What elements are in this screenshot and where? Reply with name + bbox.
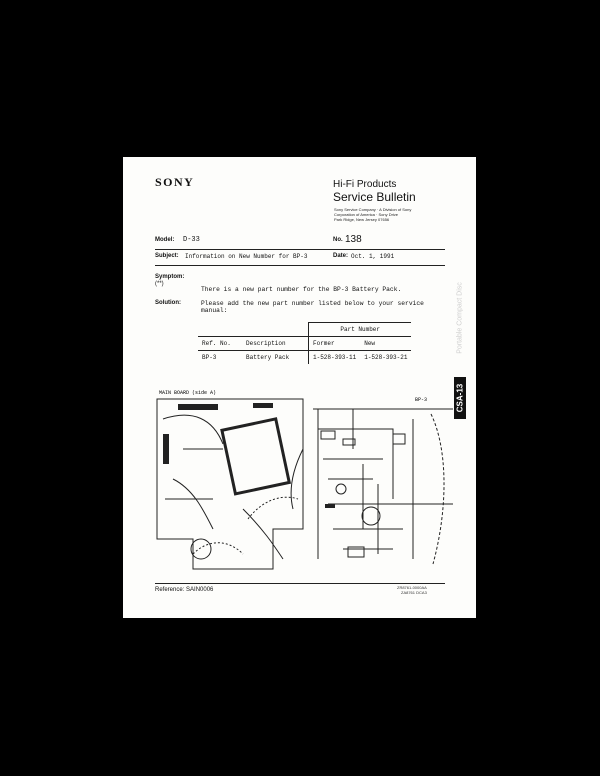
section-tab [454, 377, 466, 419]
model-label: Model: [155, 237, 175, 243]
table-cell: Battery Pack [242, 351, 309, 365]
date-label: Date: [333, 253, 349, 259]
bp3-label: BP-3 [415, 397, 428, 403]
header-divider [155, 249, 445, 250]
reference-caption: Reference: SAIN0006 [155, 587, 214, 593]
table-cell: 1-528-393-21 [360, 351, 411, 365]
model-value: D-33 [183, 236, 200, 244]
sony-logo: SONY [155, 175, 195, 189]
table-cell: 1-528-393-11 [309, 351, 361, 365]
footer-code: ZA8761 DCA3 [401, 590, 427, 595]
footer-codes [397, 585, 427, 595]
footer-divider [155, 583, 445, 584]
subject-value: Information on New Number for BP-3 [185, 253, 308, 260]
section-label: Portable Compact Disc [456, 282, 464, 354]
address-line: Corporation of America · Sony Drive [334, 212, 399, 217]
symptom-sub: (**) [155, 281, 164, 287]
subject-divider [155, 265, 445, 266]
description-header: Description [242, 337, 309, 351]
table-header-row [198, 337, 411, 351]
parts-table [198, 322, 411, 364]
former-header: Former [309, 337, 361, 351]
diagram-caption: MAIN BOARD (side A) [159, 390, 217, 396]
bulletin-title: Service Bulletin [333, 190, 416, 204]
table-row [198, 351, 411, 365]
solution-line1: Please add the new part number listed below to your service [201, 300, 424, 307]
table-cell: BP-3 [198, 351, 242, 365]
ref-no-header: Ref. No. [198, 337, 242, 351]
solution-label: Solution: [155, 300, 181, 306]
product-line: Hi-Fi Products [333, 179, 397, 190]
service-bulletin-page [123, 157, 476, 618]
part-number-header: Part Number [309, 323, 412, 337]
date-value: Oct. 1, 1991 [351, 253, 395, 260]
symptom-label: Symptom: [155, 274, 185, 280]
bulletin-no-label: No. [333, 237, 343, 243]
solution-line2: manual: [201, 307, 228, 314]
address-block [334, 207, 444, 222]
bulletin-no-value: 138 [345, 234, 362, 245]
address-line: Sony Service Company · A Division of Sony [334, 207, 412, 212]
table-group-header-row [198, 323, 411, 337]
section-code: CSA-13 [455, 383, 465, 413]
subject-label: Subject: [155, 253, 179, 259]
address-line: Park Ridge, New Jersey 07656 [334, 217, 390, 222]
footer-code: ZR8761-0000AA [397, 585, 427, 590]
circuit-board-diagram [153, 389, 453, 579]
symptom-text: There is a new part number for the BP-3 Battery Pack. [201, 286, 402, 293]
new-header: New [360, 337, 411, 351]
